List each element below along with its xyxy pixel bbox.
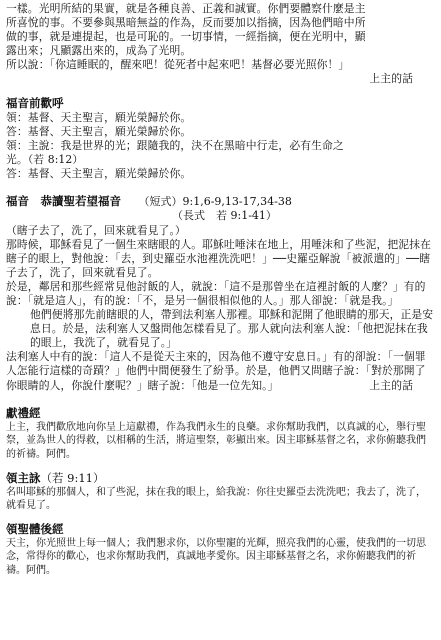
gospel-summary: （瞎子去了，洗了，回來就看見了。） — [6, 223, 186, 237]
epistle-ending — [6, 2, 435, 87]
epistle-closing: 上主的話 — [369, 72, 413, 86]
epistle-line-4: 露出來；凡顯露出來的，成為了光明。 — [6, 44, 192, 58]
gospel-long-form: （長式 若 9:1-41） — [172, 209, 277, 223]
gospel-title: 福音 恭讀聖若望福音 — [6, 194, 121, 209]
gospel-paragraph: 於是，鄰居和那些經常見他討飯的人，就說：「這不是那曾坐在這裡討飯的人麼？」有的說：「就是這人」，有的說：「不，是另一個很相似他的人。」那人卻說：「就是我。」 — [6, 279, 426, 307]
gospel-heading — [6, 194, 435, 209]
acclamation-line-5: 答：基督、天主聖言，願光榮歸於你。 — [6, 166, 192, 180]
offertory-text: 上主，我們歡欣地向你呈上這獻禮，作為我們永生的良藥。求你幫助我們，以真誠的心，舉行聖祭，並為世人的得救，以相稱的生活，將這聖祭，彰顯出來。因主耶穌基督之名，求你俯聽我們的祈禱。阿們。 — [6, 421, 426, 460]
post-communion-text: 天主，你光照世上每一個人；我們懇求你，以你聖寵的光輝，照亮我們的心靈，使我們的一切思念，常得你的歡心，也求你幫助我們，真誠地孝愛你。因主耶穌基督之名，求你俯聽我們的祈禱。阿們。 — [6, 537, 426, 576]
communion-text: 名叫耶穌的那個人，和了些泥，抹在我的眼上，給我說：你往史羅亞去洗洗吧；我去了，洗了，就看見了。 — [6, 486, 426, 512]
epistle-quote: 所以說：「你這睡眠的，醒來吧！從死者中起來吧！基督必要光照你！」 — [6, 58, 350, 72]
gospel-acclamation — [6, 96, 435, 181]
gospel-acclamation-title: 福音前歡呼 — [6, 95, 64, 110]
acclamation-line-4: 光。（若 8:12） — [6, 152, 84, 166]
acclamation-line-1: 領：基督、天主聖言，願光榮歸於你。 — [6, 110, 192, 124]
acclamation-line-3: 領：主說：我是世界的光；跟隨我的，決不在黑暗中行走，必有生命之 — [6, 138, 344, 152]
gospel-short-form: （短式）9:1,6-9,13-17,34-38 — [144, 195, 292, 209]
post-communion-title: 領聖體後經 — [6, 521, 64, 536]
epistle-line-2: 所喜悅的事。不要參與黑暗無益的作為，反而要加以指摘，因為他們暗中所 — [6, 16, 366, 30]
gospel-paragraph: 那時候，耶穌看見了一個生來瞎眼的人。耶穌吐唾沫在地上，用唾沫和了些泥，把泥抹在瞎子的眼上，對他說：「去，到史羅亞水池裡洗洗吧！」──史羅亞解說「被派遣的」──瞎子去了，洗了，回來就看見了。 — [6, 237, 431, 279]
communion-heading — [6, 471, 435, 486]
communion-title: 領主詠 — [6, 470, 41, 485]
gospel-closing: 上主的話 — [369, 378, 413, 392]
offertory-prayer — [6, 406, 435, 462]
epistle-line-3: 做的事，就是連提起，也是可恥的。一切事情，一經指摘，便在光明中，顯 — [6, 30, 366, 44]
communion-ref: （若 9:11） — [40, 470, 105, 485]
acclamation-line-2: 答：基督、天主聖言，願光榮歸於你。 — [6, 124, 192, 138]
epistle-line-1: 一樣。光明所結的果實，就是各種良善、正義和誠實。你們要體察什麼是主 — [6, 2, 366, 15]
gospel-paragraph: 法利塞人中有的說：「這人不是從天主來的，因為他不遵守安息日。」有的卻說：「一個罪人怎能行這樣的奇蹟？」他們中間便發生了紛爭。於是，他們又問瞎子說：「對於那開了你眼睛的人，你說什麼呢？」瞎子說：「他是一位先知。」 — [6, 350, 426, 392]
gospel-reading — [6, 194, 435, 393]
communion-antiphon — [6, 471, 435, 513]
post-communion-prayer — [6, 522, 435, 578]
offertory-title: 獻禮經 — [6, 405, 41, 420]
gospel-paragraph: 他們便將那先前瞎眼的人，帶到法利塞人那裡。耶穌和泥開了他眼睛的那天，正是安息日。於是，法利塞人又盤問他怎樣看見了。那人就向法利塞人說：「他把泥抹在我的眼上，我洗了，就看見了。」 — [30, 308, 434, 350]
